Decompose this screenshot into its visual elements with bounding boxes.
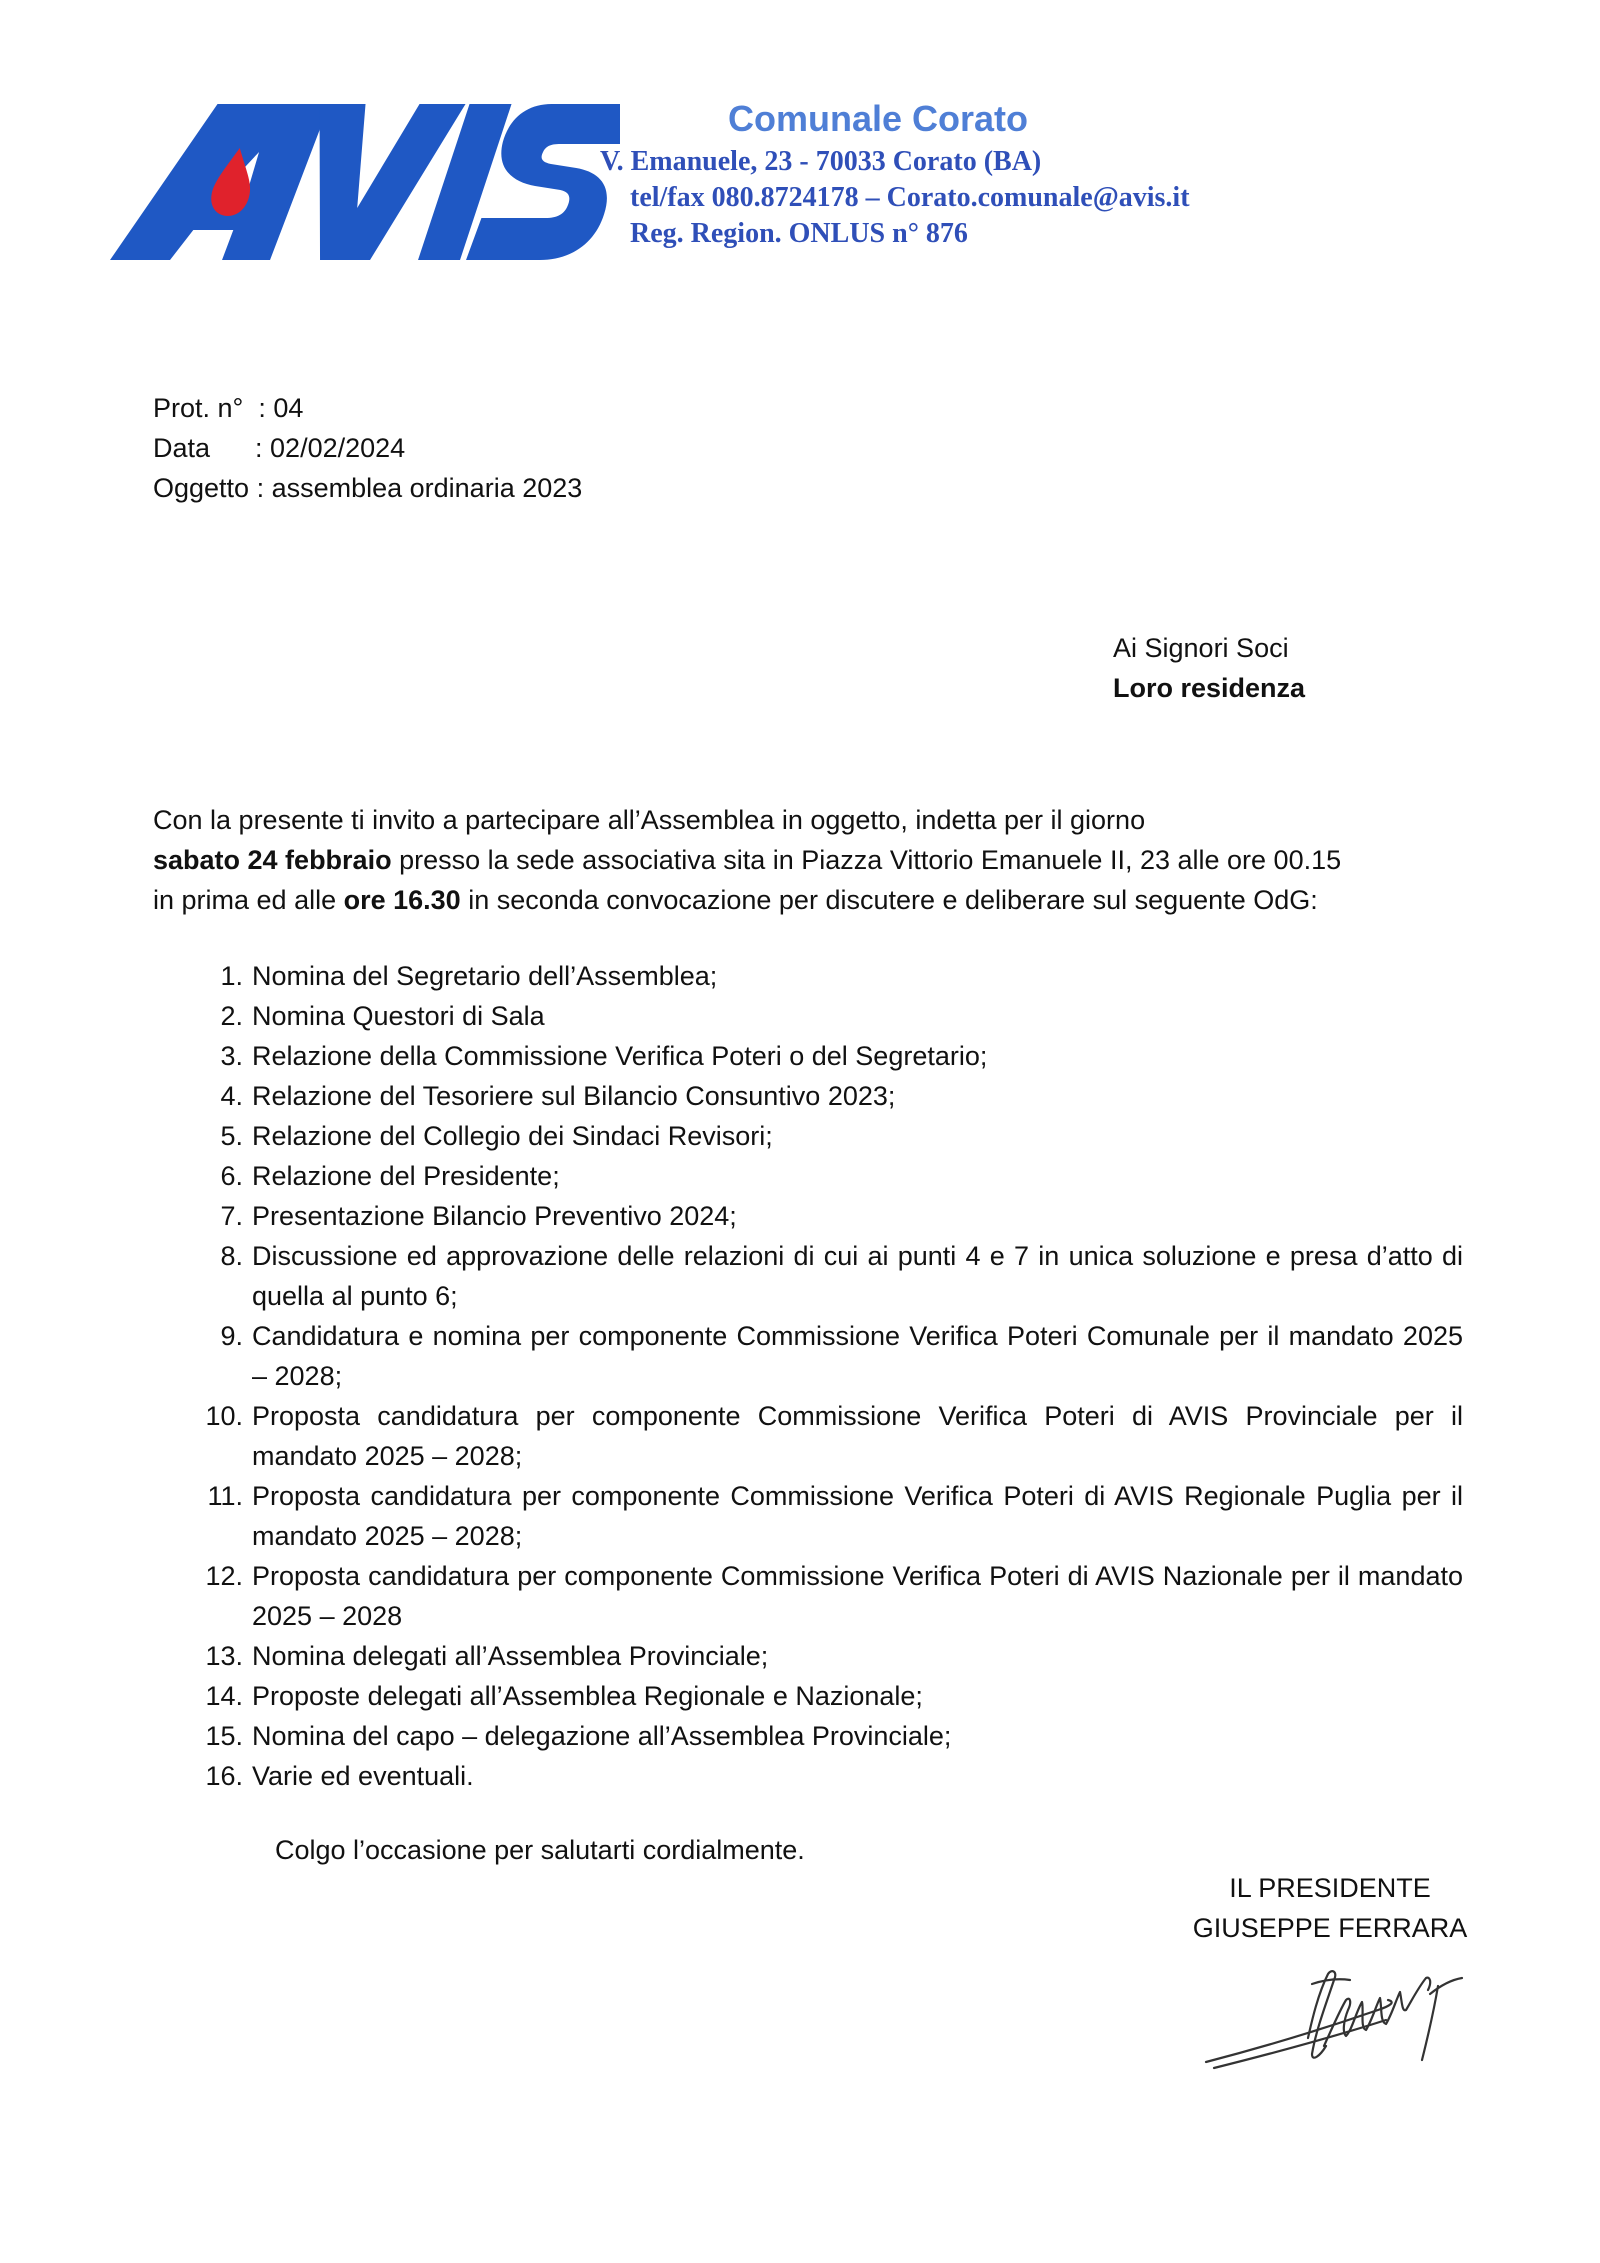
org-registration: Reg. Region. ONLUS n° 876 (630, 218, 968, 249)
recipient-block (1113, 628, 1305, 708)
org-name: Comunale Corato (728, 98, 1029, 139)
agenda-number: 6. (220, 1161, 243, 1191)
agenda-number: 13. (205, 1641, 243, 1671)
agenda-text: Relazione del Collegio dei Sindaci Revisori; (252, 1121, 773, 1151)
letter-date: Data : 02/02/2024 (153, 433, 406, 463)
handwritten-signature (1200, 1950, 1470, 2080)
agenda-item (153, 1196, 1463, 1236)
agenda-item (153, 1316, 1463, 1396)
intro-line (153, 840, 1463, 880)
meeting-time: ore 16.30 (343, 885, 461, 915)
agenda-number: 12. (205, 1561, 243, 1591)
agenda-number: 9. (220, 1321, 243, 1351)
agenda-number: 15. (205, 1721, 243, 1751)
agenda-number: 8. (220, 1241, 243, 1271)
meeting-date: sabato 24 febbraio (153, 845, 392, 875)
agenda-item (153, 1756, 1463, 1796)
agenda-item (153, 1636, 1463, 1676)
agenda-item (153, 1076, 1463, 1116)
agenda-number: 16. (205, 1761, 243, 1791)
agenda-text: Varie ed eventuali. (252, 1761, 474, 1791)
recipient-line: Ai Signori Soci (1113, 633, 1289, 663)
agenda-text: Relazione del Tesoriere sul Bilancio Consuntivo 2023; (252, 1081, 896, 1111)
avis-logo (100, 90, 620, 270)
agenda-number: 2. (220, 1001, 243, 1031)
agenda-text: Proposta candidatura per componente Commissione Verifica Poteri di AVIS Provinciale per il mandato 2025 – 2028; (252, 1401, 1463, 1471)
meeting-location: presso la sede associativa sita in Piazza Vittorio Emanuele II, 23 alle ore 00.15 (391, 845, 1342, 875)
agenda-number: 7. (220, 1201, 243, 1231)
org-address: V. Emanuele, 23 - 70033 Corato (BA) (600, 146, 1042, 177)
org-contact: tel/fax 080.8724178 – Corato.comunale@avis.it (630, 182, 1190, 213)
agenda-number: 4. (220, 1081, 243, 1111)
signature-block (1180, 1868, 1480, 1948)
intro-line: Con la presente ti invito a partecipare all’Assemblea in oggetto, indetta per il giorno (153, 805, 1146, 835)
agenda-text: Proposta candidatura per componente Commissione Verifica Poteri di AVIS Regionale Puglia per il mandato 2025 – 2028; (252, 1481, 1463, 1551)
agenda-number: 11. (207, 1481, 243, 1511)
intro-text: in seconda convocazione per discutere e deliberare sul seguente OdG: (460, 885, 1318, 915)
agenda-text: Nomina del capo – delegazione all’Assemblea Provinciale; (252, 1721, 952, 1751)
agenda-text: Discussione ed approvazione delle relazioni di cui ai punti 4 e 7 in unica soluzione e presa d’atto di quella al punto 6; (252, 1241, 1463, 1311)
protocol-number: Prot. n° : 04 (153, 393, 304, 423)
agenda-text: Candidatura e nomina per componente Commissione Verifica Poteri Comunale per il mandato 2025 – 2028; (252, 1321, 1463, 1391)
agenda-number: 14. (205, 1681, 243, 1711)
agenda-list (153, 956, 1463, 1796)
protocol-block (153, 388, 582, 508)
agenda-number: 10. (205, 1401, 243, 1431)
agenda-text: Proposta candidatura per componente Commissione Verifica Poteri di AVIS Nazionale per il mandato 2025 – 2028 (252, 1561, 1463, 1631)
agenda-text: Proposte delegati all’Assemblea Regionale e Nazionale; (252, 1681, 923, 1711)
recipient-address: Loro residenza (1113, 673, 1306, 703)
signer-title: IL PRESIDENTE (1229, 1873, 1431, 1903)
agenda-text: Nomina delegati all’Assemblea Provinciale; (252, 1641, 769, 1671)
signer-name: GIUSEPPE FERRARA (1192, 1913, 1468, 1943)
agenda-item (153, 996, 1463, 1036)
agenda-item (153, 1156, 1463, 1196)
agenda-text: Relazione della Commissione Verifica Poteri o del Segretario; (252, 1041, 988, 1071)
agenda-text: Nomina del Segretario dell’Assemblea; (252, 961, 718, 991)
agenda-text: Nomina Questori di Sala (252, 1001, 545, 1031)
agenda-item (153, 1116, 1463, 1156)
letterhead (100, 90, 1300, 270)
letter-subject: Oggetto : assemblea ordinaria 2023 (153, 473, 583, 503)
agenda-number: 5. (220, 1121, 243, 1151)
agenda-item (153, 1236, 1463, 1316)
agenda-text: Presentazione Bilancio Preventivo 2024; (252, 1201, 737, 1231)
closing-line: Colgo l’occasione per salutarti cordialmente. (275, 1835, 805, 1865)
agenda-item (153, 1036, 1463, 1076)
agenda-number: 3. (220, 1041, 243, 1071)
agenda-item (153, 1476, 1463, 1556)
intro-line (153, 880, 1463, 920)
agenda-text: Relazione del Presidente; (252, 1161, 560, 1191)
agenda-item (153, 1556, 1463, 1636)
intro-text: in prima ed alle (153, 885, 344, 915)
agenda-item (153, 1716, 1463, 1756)
agenda-number: 1. (220, 961, 243, 991)
intro-paragraph (153, 800, 1463, 920)
agenda-item (153, 1396, 1463, 1476)
agenda-item (153, 956, 1463, 996)
agenda-item (153, 1676, 1463, 1716)
